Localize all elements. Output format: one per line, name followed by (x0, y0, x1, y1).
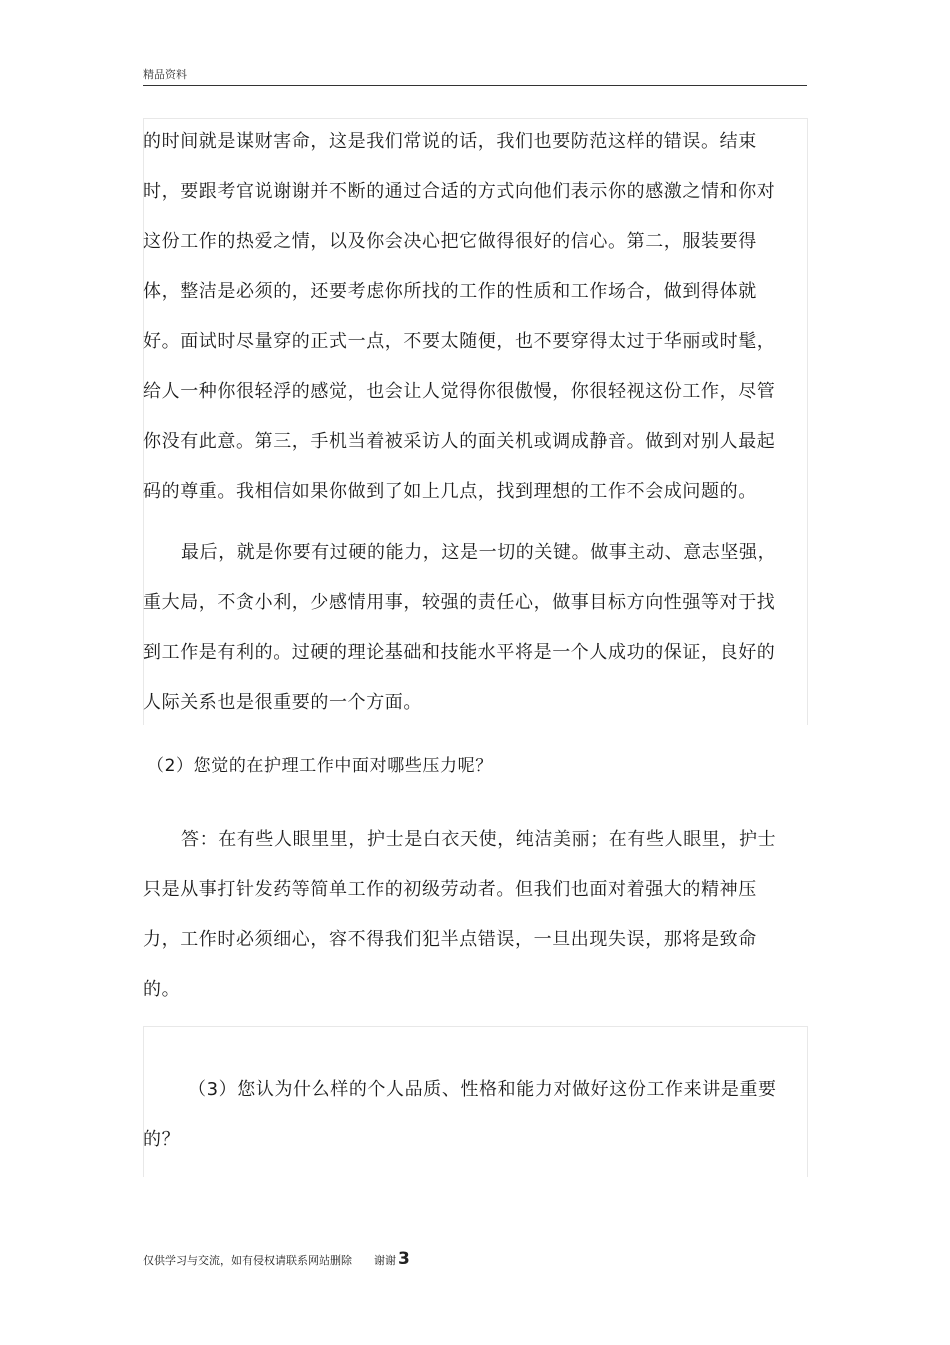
question-2: （2）您觉的在护理工作中面对哪些压力呢？ (147, 756, 493, 776)
question-3-line: 的？ (143, 1129, 181, 1150)
page-number: 3 (398, 1249, 410, 1269)
body-text-line: 这份工作的热爱之情，以及你会决心把它做得很好的信心。第二，服装要得 (143, 231, 757, 252)
answer-text-line: 的。 (143, 979, 181, 1000)
answer-text-line: 只是从事打针发药等简单工作的初级劳动者。但我们也面对着强大的精神压 (143, 879, 757, 900)
question-3-line: （3）您认为什么样的个人品质、性格和能力对做好这份工作来讲是重要 (188, 1079, 777, 1100)
answer-text-line: 答：在有些人眼里里，护士是白衣天使，纯洁美丽；在有些人眼里，护士 (181, 829, 777, 850)
footer-thanks: 谢谢 (374, 1254, 396, 1267)
answer-text-line: 力，工作时必须细心，容不得我们犯半点错误，一旦出现失误，那将是致命 (143, 929, 757, 950)
body-text-line: 最后，就是你要有过硬的能力，这是一切的关键。做事主动、意志坚强， (181, 542, 777, 563)
content-frame-top (143, 118, 808, 725)
page-header-label: 精品资料 (143, 68, 187, 81)
footer-disclaimer: 仅供学习与交流，如有侵权请联系网站删除 (143, 1254, 352, 1267)
header-rule (143, 85, 807, 86)
body-text-line: 好。面试时尽量穿的正式一点，不要太随便，也不要穿得太过于华丽或时髦， (143, 331, 776, 352)
body-text-line: 的时间就是谋财害命，这是我们常说的话，我们也要防范这样的错误。结束 (143, 131, 757, 152)
body-text-line: 重大局，不贪小利，少感情用事，较强的责任心，做事目标方向性强等对于找 (143, 592, 776, 613)
body-text-line: 你没有此意。第三，手机当着被采访人的面关机或调成静音。做到对别人最起 (143, 431, 776, 452)
body-text-line: 码的尊重。我相信如果你做到了如上几点，找到理想的工作不会成问题的。 (143, 481, 757, 502)
body-text-line: 时，要跟考官说谢谢并不断的通过合适的方式向他们表示你的感激之情和你对 (143, 181, 776, 202)
body-text-line: 人际关系也是很重要的一个方面。 (143, 692, 422, 713)
page-footer (143, 1249, 410, 1269)
body-text-line: 到工作是有利的。过硬的理论基础和技能水平将是一个人成功的保证，良好的 (143, 642, 776, 663)
body-text-line: 体，整洁是必须的，还要考虑你所找的工作的性质和工作场合，做到得体就 (143, 281, 757, 302)
body-text-line: 给人一种你很轻浮的感觉，也会让人觉得你很傲慢，你很轻视这份工作，尽管 (143, 381, 776, 402)
